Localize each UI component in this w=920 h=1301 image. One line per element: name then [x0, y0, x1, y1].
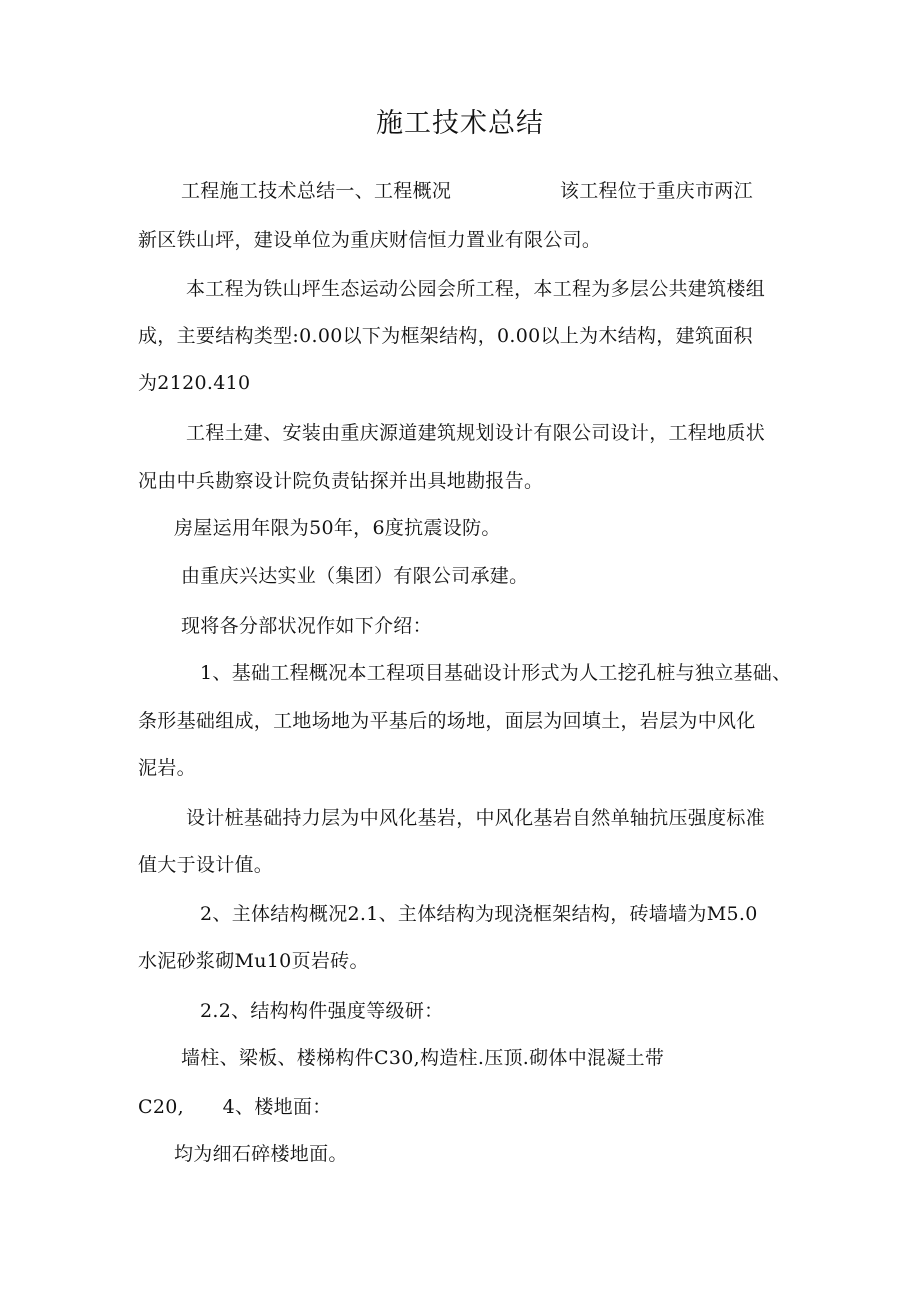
text-segment: 4、楼地面：	[222, 1096, 332, 1118]
paragraph-line: 均为细石碎楼地面。	[174, 1143, 348, 1165]
paragraph-line: 为2120.410	[138, 372, 251, 394]
paragraph-line: 2.2、结构构件强度等级研：	[200, 1000, 444, 1022]
paragraph-line	[181, 176, 753, 206]
paragraph-line: 成，主要结构类型:0.00以下为框架结构，0.00以上为木结构，建筑面积	[138, 325, 753, 347]
paragraph-line: 由重庆兴达实业（集团）有限公司承建。	[181, 565, 529, 587]
paragraph-line: 2、主体结构概况2.1、主体结构为现浇框架结构，砖墙墙为M5.0	[200, 903, 758, 925]
paragraph-line: 现将各分部状况作如下介绍：	[181, 615, 432, 637]
paragraph-line: 本工程为铁山坪生态运动公园会所工程，本工程为多层公共建筑楼组	[186, 278, 766, 300]
text-segment: 工程施工技术总结一、工程概况	[181, 180, 452, 202]
paragraph-line	[138, 1092, 332, 1122]
paragraph-line: 泥岩。	[138, 757, 196, 779]
text-segment: 该工程位于重庆市两江	[559, 180, 753, 202]
text-segment: C20,	[138, 1096, 184, 1118]
paragraph-line: 1、基础工程概况本工程项目基础设计形式为人工挖孔桩与独立基础、	[200, 662, 792, 684]
paragraph-line: 况由中兵勘察设计院负责钻探并出具地勘报告。	[138, 470, 544, 492]
paragraph-line: 新区铁山坪，建设单位为重庆财信恒力置业有限公司。	[138, 229, 602, 251]
paragraph-line: 设计桩基础持力层为中风化基岩，中风化基岩自然单轴抗压强度标准	[186, 807, 766, 829]
paragraph-line: 值大于设计值。	[138, 854, 274, 876]
paragraph-line: 墙柱、梁板、楼梯构件C30,构造柱.压顶.砌体中混凝土带	[181, 1047, 665, 1069]
paragraph-line: 条形基础组成，工地场地为平基后的场地，面层为回填土，岩层为中风化	[138, 710, 756, 732]
paragraph-line: 房屋运用年限为50年，6度抗震设防。	[174, 517, 501, 539]
document-title: 施工技术总结	[376, 108, 544, 139]
paragraph-line: 工程土建、安装由重庆源道建筑规划设计有限公司设计，工程地质状	[186, 422, 766, 444]
paragraph-line: 水泥砂浆砌Mu10页岩砖。	[138, 950, 369, 972]
